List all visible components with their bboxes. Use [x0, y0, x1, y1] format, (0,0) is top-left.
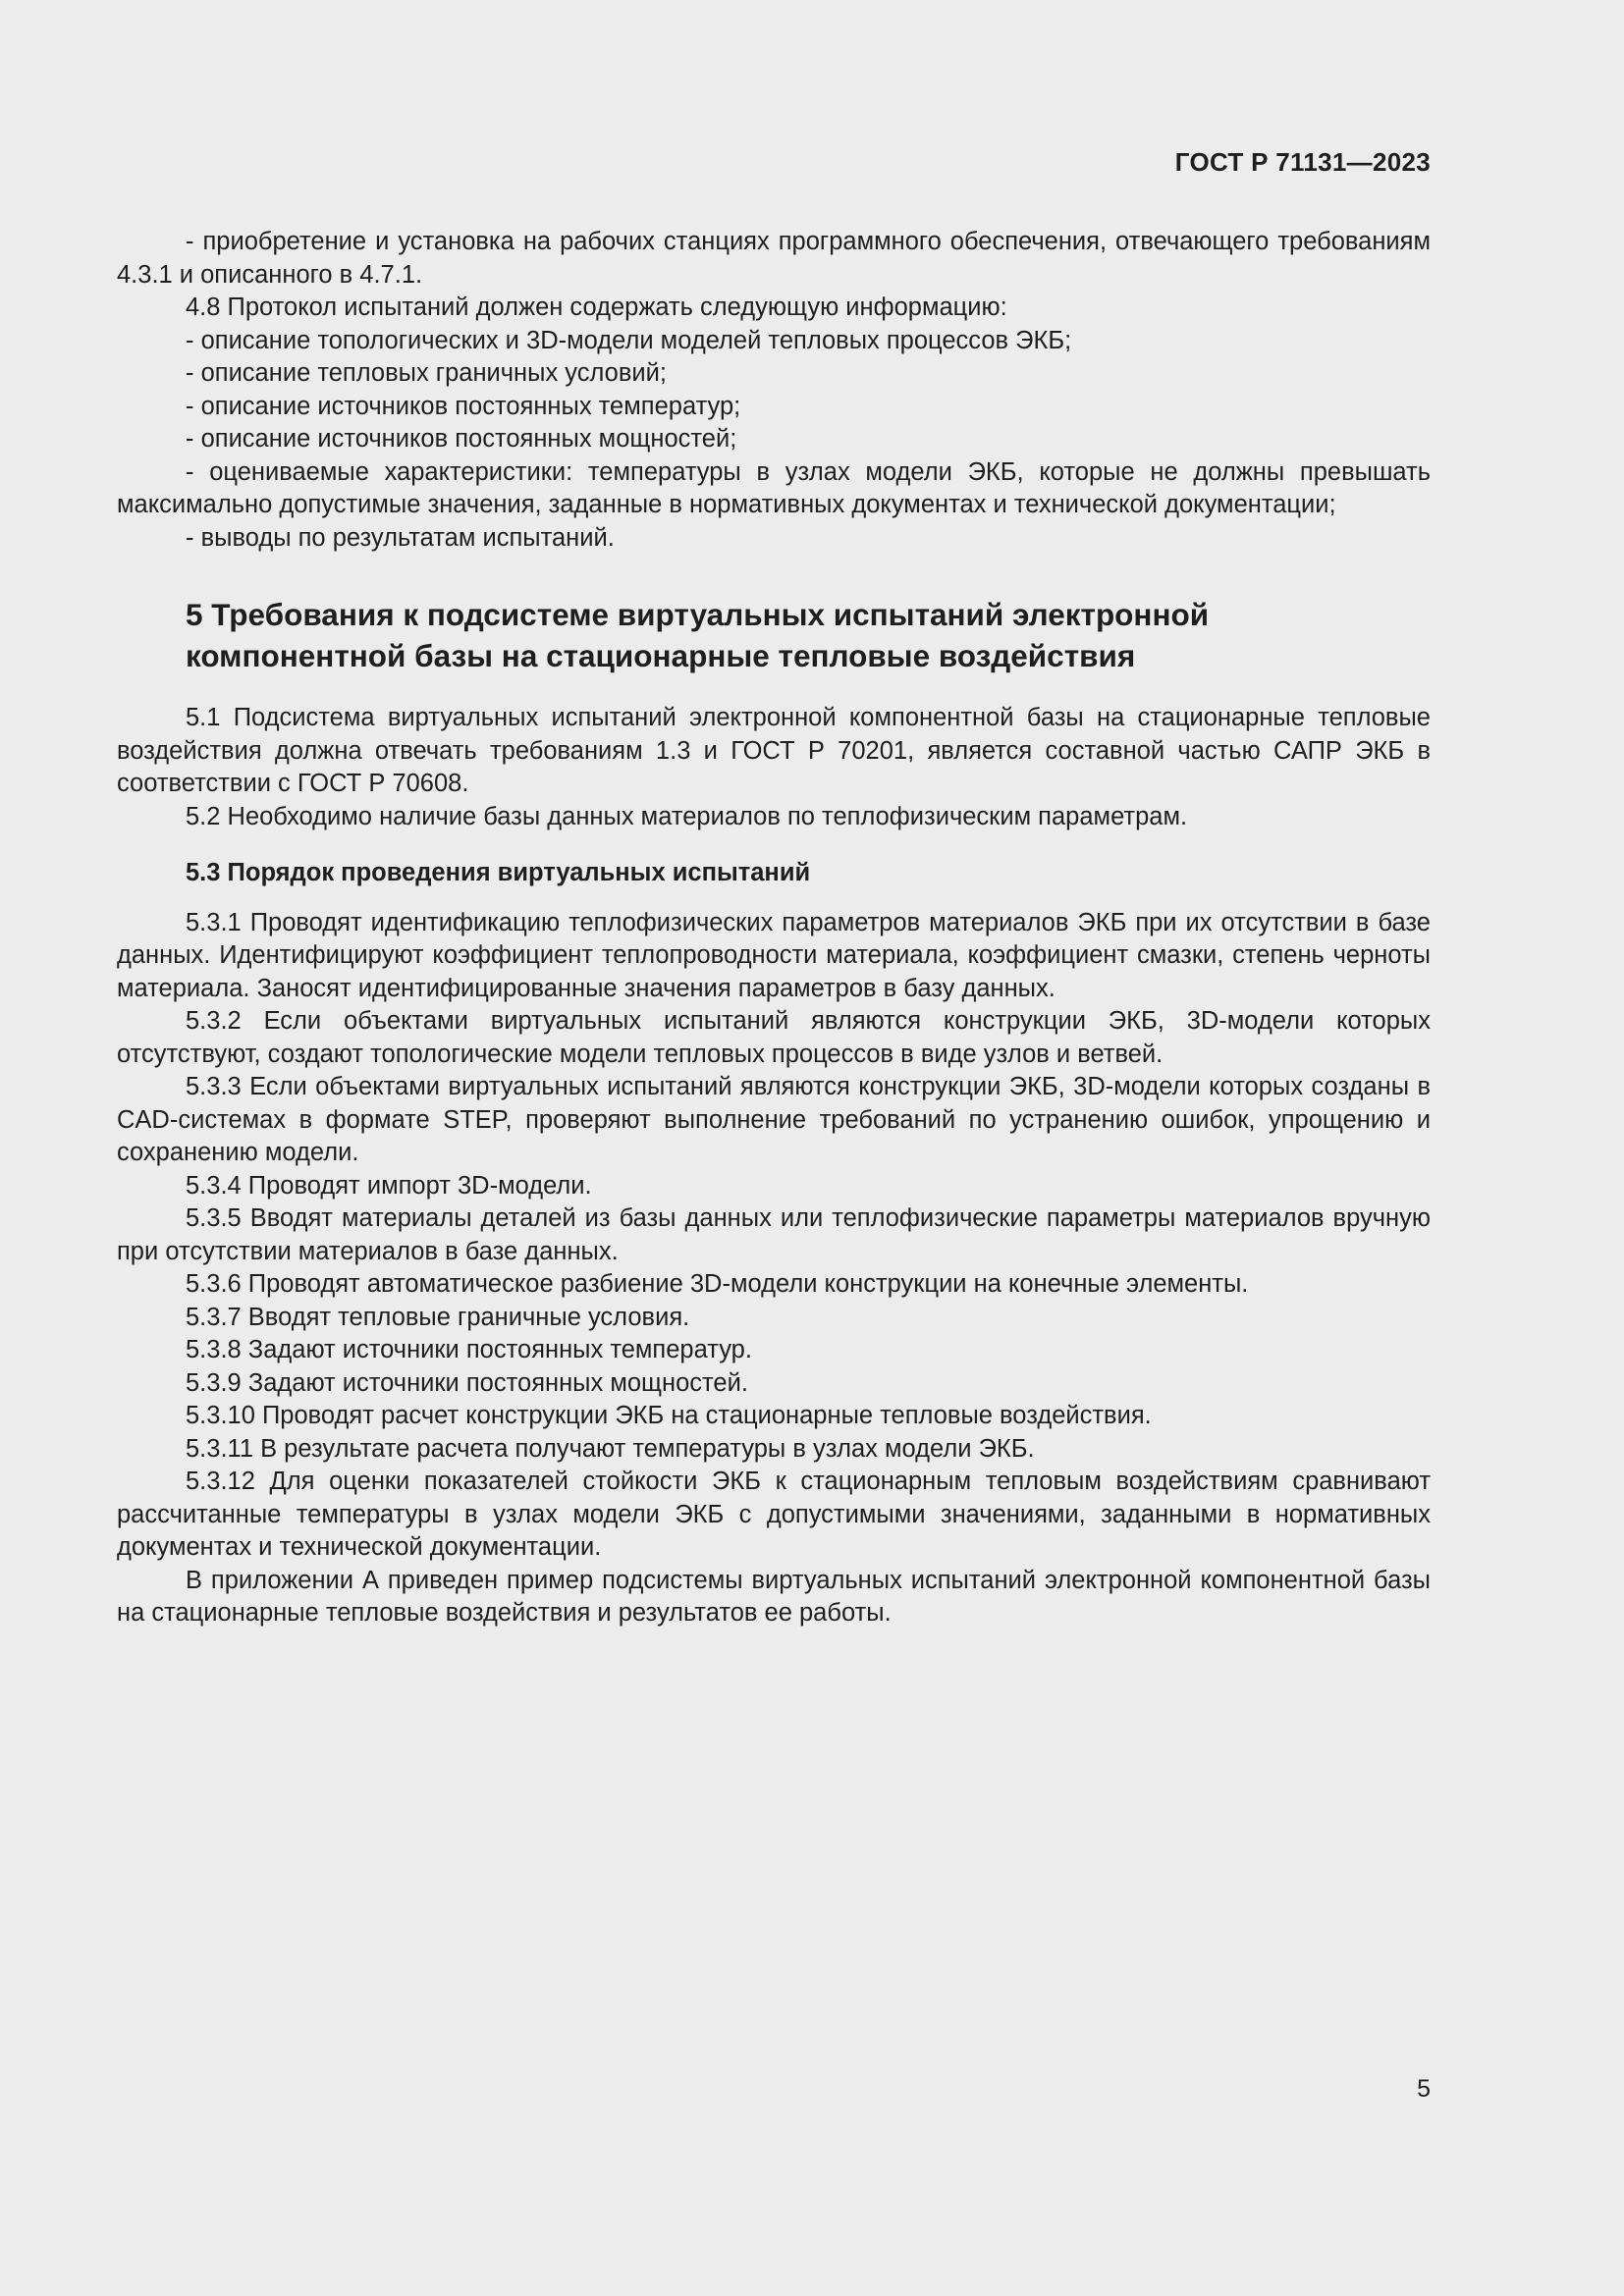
- paragraph: - приобретение и установка на рабочих станциях программного обеспечения, отвечающего требованиям 4.3.1 и описанного в 4.7.1.: [117, 228, 1431, 289]
- list-item: - описание источников постоянных температур;: [186, 392, 741, 420]
- page-content: [117, 226, 1431, 1630]
- paragraph: 5.1 Подсистема виртуальных испытаний электронной компонентной базы на стационарные тепловые воздействия должна отвечать требованиям 1.3 и ГОСТ Р 70201, является составной частью САПР ЭКБ в соответствии с ГОСТ Р 70608.: [117, 704, 1431, 797]
- list-item: - оцениваемые характеристики: температуры в узлах модели ЭКБ, которые не должны превышать максимально допустимые значения, заданные в нормативных документах и технической документации;: [117, 457, 1431, 518]
- paragraph: 5.3.3 Если объектами виртуальных испытаний являются конструкции ЭКБ, 3D-модели которых созданы в CAD-системах в формате STEP, проверяют выполнение требований по устранению ошибок, упрощению и сохранению модели.: [117, 1073, 1431, 1166]
- list-item: - описание тепловых граничных условий;: [186, 359, 667, 387]
- paragraph: В приложении А приведен пример подсистемы виртуальных испытаний электронной компонентной базы на стационарные тепловые воздействия и результатов ее работы.: [117, 1566, 1431, 1627]
- paragraph: 5.2 Необходимо наличие базы данных материалов по теплофизическим параметрам.: [186, 802, 1188, 830]
- list-item: - выводы по результатам испытаний.: [186, 523, 615, 552]
- list-item: - описание источников постоянных мощностей;: [186, 425, 737, 453]
- paragraph: 5.3.2 Если объектами виртуальных испытаний являются конструкции ЭКБ, 3D-модели которых отсутствуют, создают топологические модели тепловых процессов в виде узлов и ветвей.: [117, 1007, 1431, 1068]
- paragraph: 4.8 Протокол испытаний должен содержать следующую информацию:: [186, 294, 1007, 321]
- paragraph: 5.3.9 Задают источники постоянных мощностей.: [186, 1368, 748, 1397]
- paragraph: 5.3.4 Проводят импорт 3D-модели.: [186, 1171, 592, 1200]
- list-item: - описание топологических и 3D-модели моделей тепловых процессов ЭКБ;: [186, 326, 1072, 354]
- paragraph: 5.3.6 Проводят автоматическое разбиение 3D-модели конструкции на конечные элементы.: [186, 1270, 1249, 1298]
- paragraph: 5.3.12 Для оценки показателей стойкости ЭКБ к стационарным тепловым воздействиям сравнивают рассчитанные температуры в узлах модели ЭКБ с допустимыми значениями, заданными в нормативных документах и технической документации.: [117, 1468, 1431, 1561]
- subsection-5-3-heading: 5.3 Порядок проведения виртуальных испытаний: [186, 859, 811, 886]
- heading-line: 5 Требования к подсистеме виртуальных испытаний электронной: [186, 597, 1210, 632]
- section-5-heading: [186, 594, 1431, 676]
- paragraph: 5.3.7 Вводят тепловые граничные условия.: [186, 1303, 690, 1331]
- heading-line: компонентной базы на стационарные тепловые воздействия: [186, 638, 1136, 673]
- paragraph: 5.3.5 Вводят материалы деталей из базы данных или теплофизические параметры материалов вручную при отсутствии материалов в базе данных.: [117, 1204, 1431, 1265]
- page-number: 5: [1417, 2075, 1431, 2103]
- paragraph: 5.3.8 Задают источники постоянных температур.: [186, 1336, 752, 1363]
- document-code: ГОСТ Р 71131—2023: [1174, 147, 1431, 177]
- paragraph: 5.3.11 В результате расчета получают температуры в узлах модели ЭКБ.: [186, 1434, 1035, 1463]
- paragraph: 5.3.1 Проводят идентификацию теплофизических параметров материалов ЭКБ при их отсутствии в базе данных. Идентифицируют коэффициент теплопроводности материала, коэффициент смазки, степень черноты материала. Заносят идентифицированные значения параметров в базу данных.: [117, 908, 1431, 1002]
- paragraph: 5.3.10 Проводят расчет конструкции ЭКБ на стационарные тепловые воздействия.: [186, 1402, 1152, 1429]
